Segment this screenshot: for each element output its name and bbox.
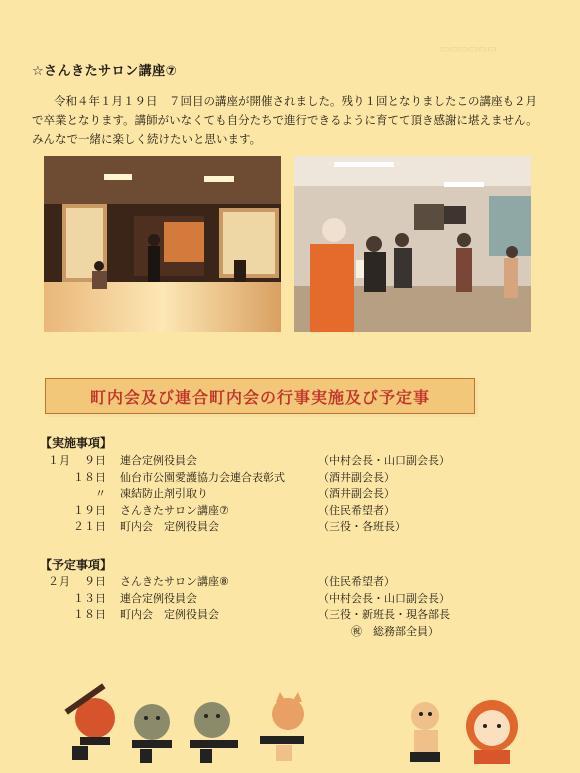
salon-photo-1 [44,156,281,332]
event-day: １８日 [73,470,106,484]
salon-photo-2 [294,156,531,332]
event-month: ２月 [48,575,70,588]
cat-character-icon [260,692,304,761]
event-name: 凍結防止剤引取り [120,487,208,500]
list-item [40,573,560,590]
list-item [40,502,560,519]
list-item [40,518,560,535]
bleed-through-text: ▭▭▭▭▭▭ [440,44,497,55]
girl-character-icon [466,700,518,764]
footer-illustration [0,682,580,769]
event-name: 連合定例役員会 [120,454,197,467]
planned-heading: 【予定事項】 [40,558,113,572]
list-item [40,485,560,502]
list-item [40,623,560,640]
list-item [40,606,560,623]
list-item [40,452,560,469]
event-day: １３日 [73,591,106,605]
list-item [40,469,560,486]
event-month: １月 [48,454,70,467]
salon-section-body: 令和４年１月１９日 ７回目の講座が開催されました。残り１回となりましたこの講座も２月で卒業となります。講師がいなくても自分たちで進行できるように育てて頂き感謝に堪えません。みんなで一緒に楽しく続けたいと思います。 [32,94,538,146]
ball-character-icon [190,702,238,763]
event-name: さんきたサロン講座⑧ [120,575,229,588]
event-day: ９日 [84,454,106,467]
event-name: 仙台市公園愛護協力会連合表彰式 [120,470,285,484]
baseball-character-icon [64,683,115,760]
event-attendees: （住民希望者） [318,575,395,588]
event-day: ９日 [84,575,106,588]
event-name: 町内会 定例役員会 [120,520,219,533]
event-day: ２１日 [73,520,106,533]
implemented-heading: 【実施事項】 [40,436,113,450]
events-banner [45,378,475,414]
implemented-list [40,452,560,535]
list-item [40,590,560,607]
event-name: 町内会 定例役員会 [120,608,219,621]
event-day: 〃 [95,487,106,500]
planned-list [40,573,560,639]
event-attendees: （三役・各班長） [318,520,406,533]
ball-character-icon [132,704,172,763]
event-name: 連合定例役員会 [120,591,197,605]
event-attendees: （三役・新班長・現各部長 [318,608,450,621]
event-attendees: ㊗ 総務部全員） [318,624,439,638]
event-attendees: （酒井副会長） [318,487,395,500]
event-attendees: （中村会長・山口副会長） [318,454,450,467]
event-attendees: （中村会長・山口副会長） [318,591,450,605]
boy-character-icon [410,702,440,762]
event-day: １９日 [73,503,106,517]
event-name: さんきたサロン講座⑦ [120,503,229,517]
event-day: １８日 [73,608,106,621]
event-attendees: （住民希望者） [318,503,395,517]
salon-section-title: ☆さんきたサロン講座⑦ [32,64,178,79]
event-attendees: （酒井副会長） [318,470,395,484]
events-banner-title: 町内会及び連合町内会の行事実施及び予定事 [89,387,430,407]
